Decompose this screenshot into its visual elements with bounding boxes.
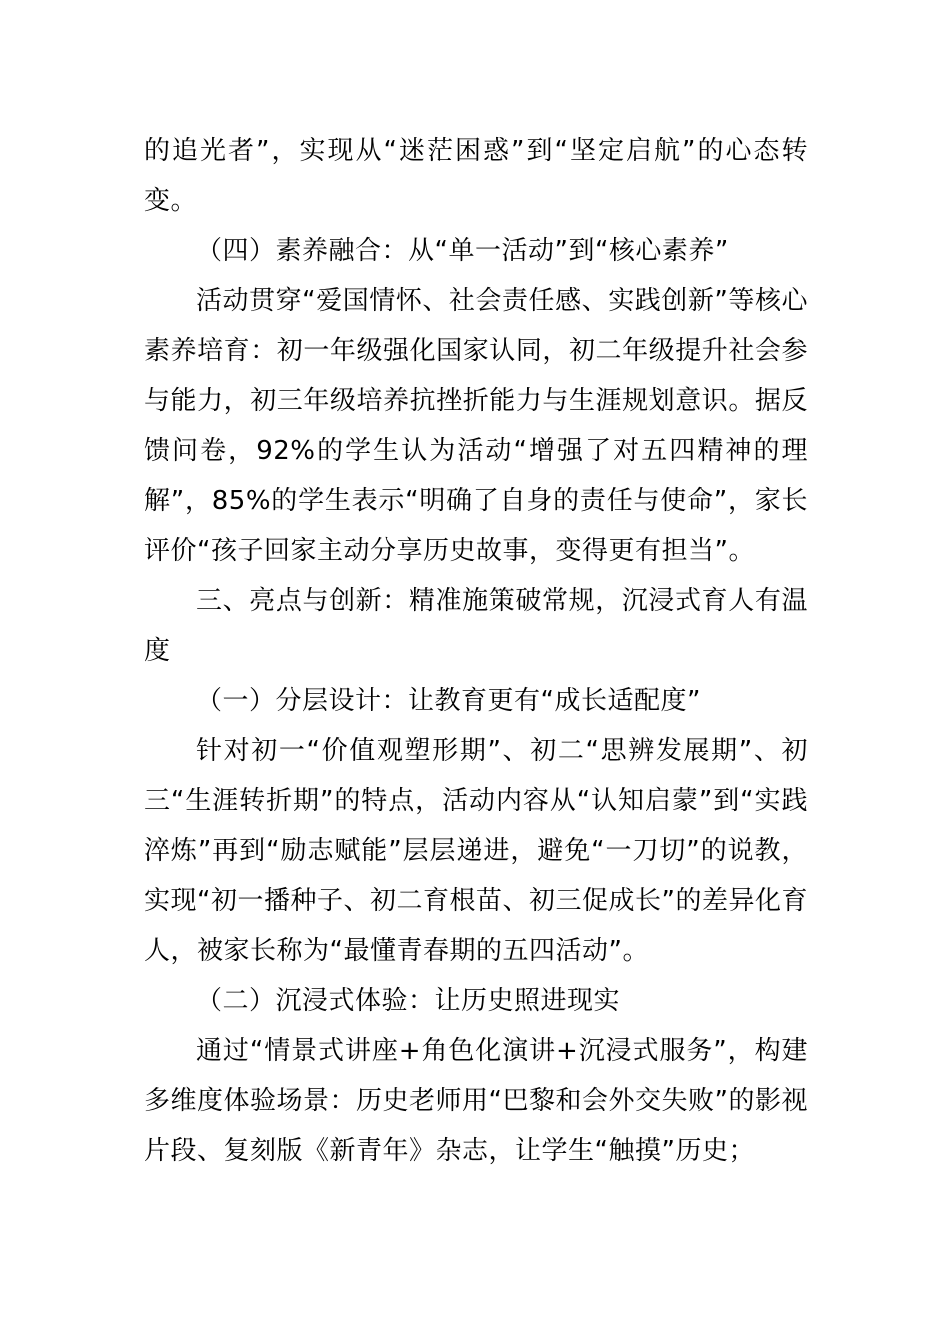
paragraph-layered-design: 针对初一“价值观塑形期”、初二“思辨发展期”、初三“生涯转折期”的特点，活动内容从“认知启蒙”到“实践淬炼”再到“励志赋能”层层递进，避免“一刀切”的说教，实现“初一播种子、初二育根苗、初三促成长”的差异化育人，被家长称为“最懂青春期的五四活动”。	[144, 736, 808, 966]
section-heading-3: 三、亮点与创新：精准施策破常规，沉浸式育人有温度	[144, 586, 808, 666]
document-body	[144, 126, 808, 1176]
subsection-heading-2: （二）沉浸式体验：让历史照进现实	[196, 986, 621, 1016]
paragraph-core-literacy: 活动贯穿“爱国情怀、社会责任感、实践创新”等核心素养培育：初一年级强化国家认同，初二年级提升社会参与能力，初三年级培养抗挫折能力与生涯规划意识。据反馈问卷，92%的学生认为活动“增强了对五四精神的理解”，85%的学生表示“明确了自身的责任与使命”，家长评价“孩子回家主动分享历史故事，变得更有担当”。	[144, 286, 808, 566]
subsection-heading-4: （四）素养融合：从“单一活动”到“核心素养”	[196, 236, 729, 266]
paragraph-immersive-experience: 通过“情景式讲座+角色化演讲+沉浸式服务”，构建多维度体验场景：历史老师用“巴黎和会外交失败”的影视片段、复刻版《新青年》杂志，让学生“触摸”历史；	[144, 1036, 808, 1166]
subsection-heading-1: （一）分层设计：让教育更有“成长适配度”	[196, 686, 701, 716]
paragraph-continuation: 的追光者”，实现从“迷茫困惑”到“坚定启航”的心态转变。	[144, 136, 808, 216]
